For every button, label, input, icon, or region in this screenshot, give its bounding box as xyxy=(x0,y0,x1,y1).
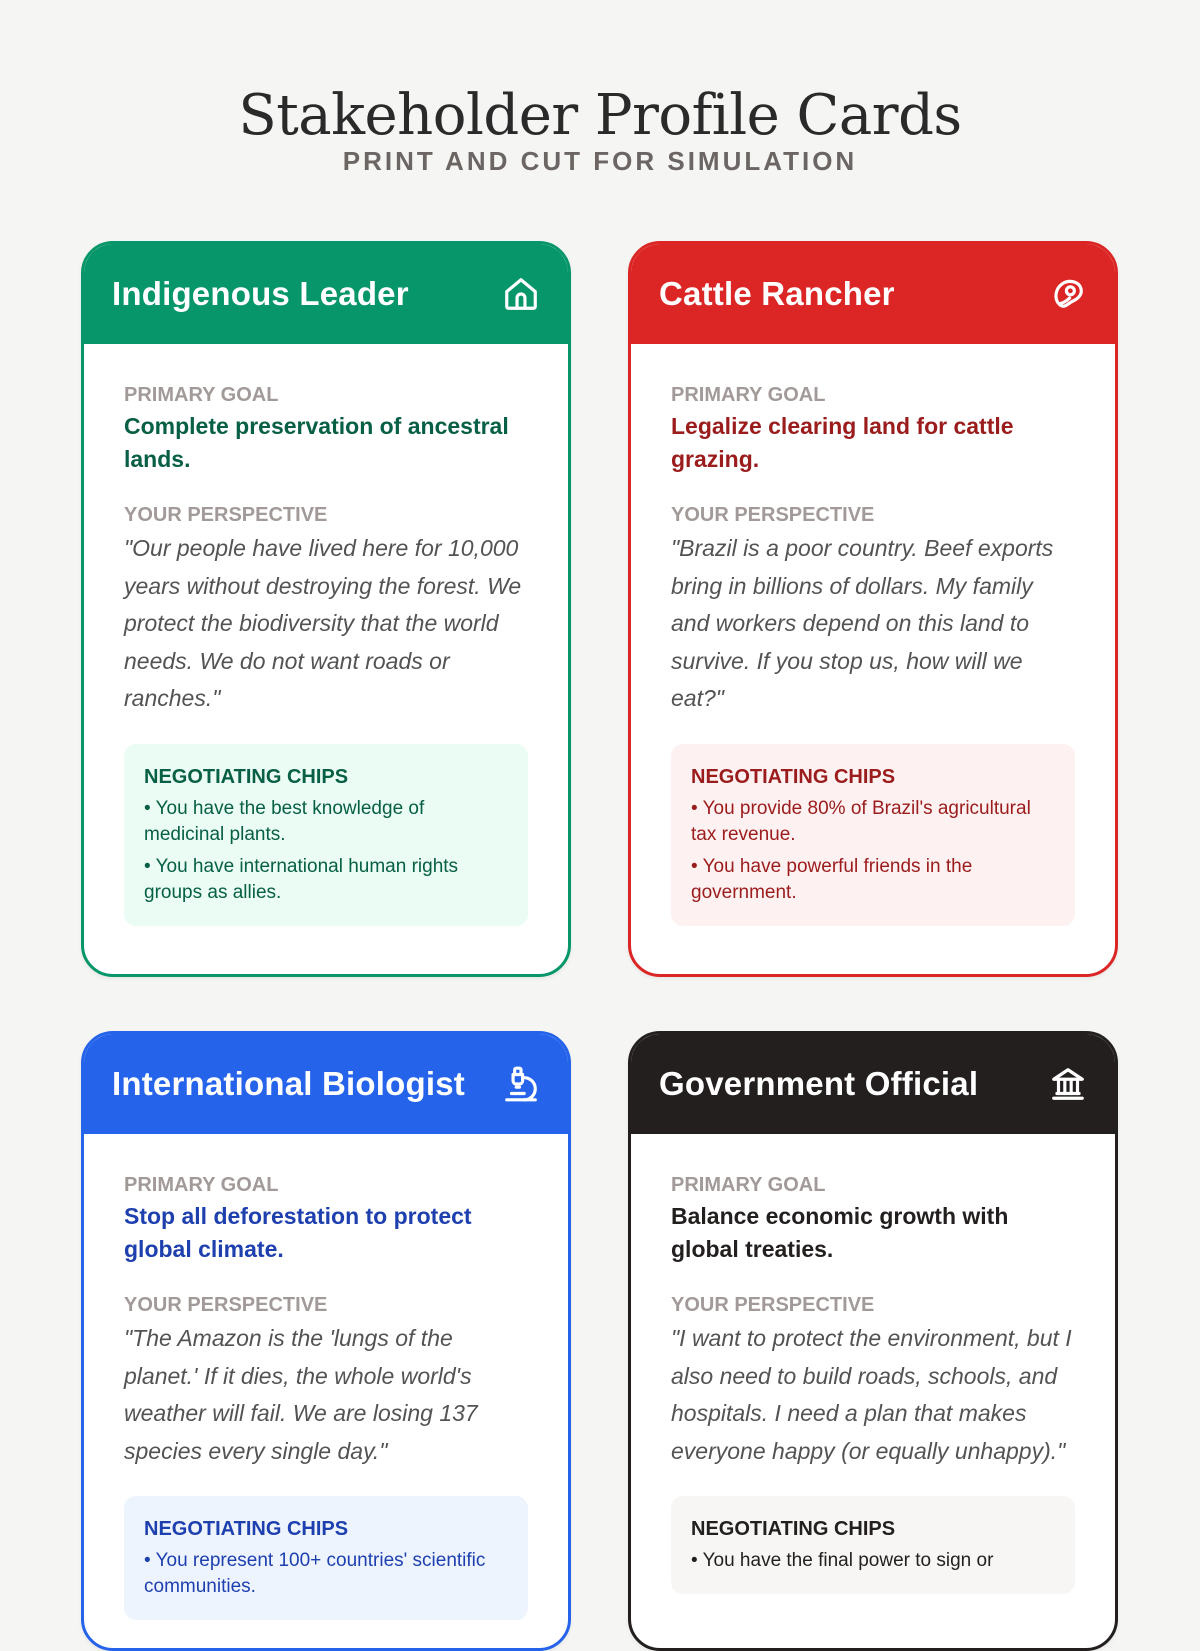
meat-icon xyxy=(1049,275,1087,313)
card-header xyxy=(631,244,1115,344)
card-cattle-rancher xyxy=(628,241,1118,977)
primary-goal-label: PRIMARY GOAL xyxy=(671,1174,826,1196)
negotiating-chips-box xyxy=(671,744,1075,926)
card-body xyxy=(84,1134,568,1651)
negotiating-chips-box xyxy=(124,1496,528,1620)
card-government-official xyxy=(628,1031,1118,1651)
card-header xyxy=(84,244,568,344)
negotiating-chips-title: NEGOTIATING CHIPS xyxy=(691,1518,896,1540)
page-subtitle: PRINT AND CUT FOR SIMULATION xyxy=(342,146,858,176)
card-title: Government Official xyxy=(659,1065,979,1102)
negotiating-chips-title: NEGOTIATING CHIPS xyxy=(691,765,896,788)
page-header xyxy=(0,80,1200,177)
microscope-icon xyxy=(502,1065,540,1103)
card-title: Indigenous Leader xyxy=(112,275,409,312)
government-building-icon xyxy=(1049,1065,1087,1103)
primary-goal-text: Stop all deforestation to protect global climate. xyxy=(124,1203,472,1262)
card-title: Cattle Rancher xyxy=(659,275,895,312)
perspective-label: YOUR PERSPECTIVE xyxy=(671,1294,875,1316)
card-body xyxy=(84,344,568,966)
card-body xyxy=(631,344,1115,966)
primary-goal-label: PRIMARY GOAL xyxy=(124,1174,279,1196)
card-international-biologist xyxy=(81,1031,571,1651)
card-title: International Biologist xyxy=(112,1065,465,1102)
primary-goal-text: Legalize clearing land for cattle grazing. xyxy=(671,413,1014,472)
negotiating-chips-title: NEGOTIATING CHIPS xyxy=(144,1518,349,1540)
chip-item: • You have the final power to sign or xyxy=(691,1550,994,1571)
perspective-quote: "The Amazon is the 'lungs of the planet.' If it dies, the whole world's weather will fail. We are losing 137 species every single day." xyxy=(124,1325,478,1464)
perspective-quote: "Our people have lived here for 10,000 years without destroying the forest. We protect the biodiversity that the world needs. We do not want roads or ranches." xyxy=(124,535,522,711)
card-header xyxy=(631,1034,1115,1134)
chip-item: • You provide 80% of Brazil's agricultural tax revenue. xyxy=(691,797,1031,845)
negotiating-chips-box xyxy=(671,1496,1075,1594)
chip-item: • You have powerful friends in the government. xyxy=(691,855,973,903)
chip-item: • You have international human rights groups as allies. xyxy=(144,855,459,903)
perspective-label: YOUR PERSPECTIVE xyxy=(124,1294,328,1316)
perspective-quote: "I want to protect the environment, but I also need to build roads, schools, and hospitals. I need a plan that makes everyone happy (or equally unhappy)." xyxy=(671,1325,1072,1464)
home-icon xyxy=(502,275,540,313)
perspective-label: YOUR PERSPECTIVE xyxy=(671,504,875,526)
chip-item: • You represent 100+ countries' scientific communities. xyxy=(144,1550,486,1597)
primary-goal-label: PRIMARY GOAL xyxy=(671,384,826,406)
card-indigenous-leader xyxy=(81,241,571,977)
negotiating-chips-title: NEGOTIATING CHIPS xyxy=(144,765,349,788)
perspective-label: YOUR PERSPECTIVE xyxy=(124,504,328,526)
page-title: Stakeholder Profile Cards xyxy=(238,83,962,148)
primary-goal-label: PRIMARY GOAL xyxy=(124,384,279,406)
chip-item: • You have the best knowledge of medicinal plants. xyxy=(144,797,425,845)
card-header xyxy=(84,1034,568,1134)
perspective-quote: "Brazil is a poor country. Beef exports bring in billions of dollars. My family and workers depend on this land to survive. If you stop us, how will we eat?" xyxy=(671,535,1054,711)
primary-goal-text: Balance economic growth with global treaties. xyxy=(671,1203,1009,1262)
primary-goal-text: Complete preservation of ancestral lands. xyxy=(124,413,509,472)
card-body xyxy=(631,1134,1115,1634)
negotiating-chips-box xyxy=(124,744,528,926)
